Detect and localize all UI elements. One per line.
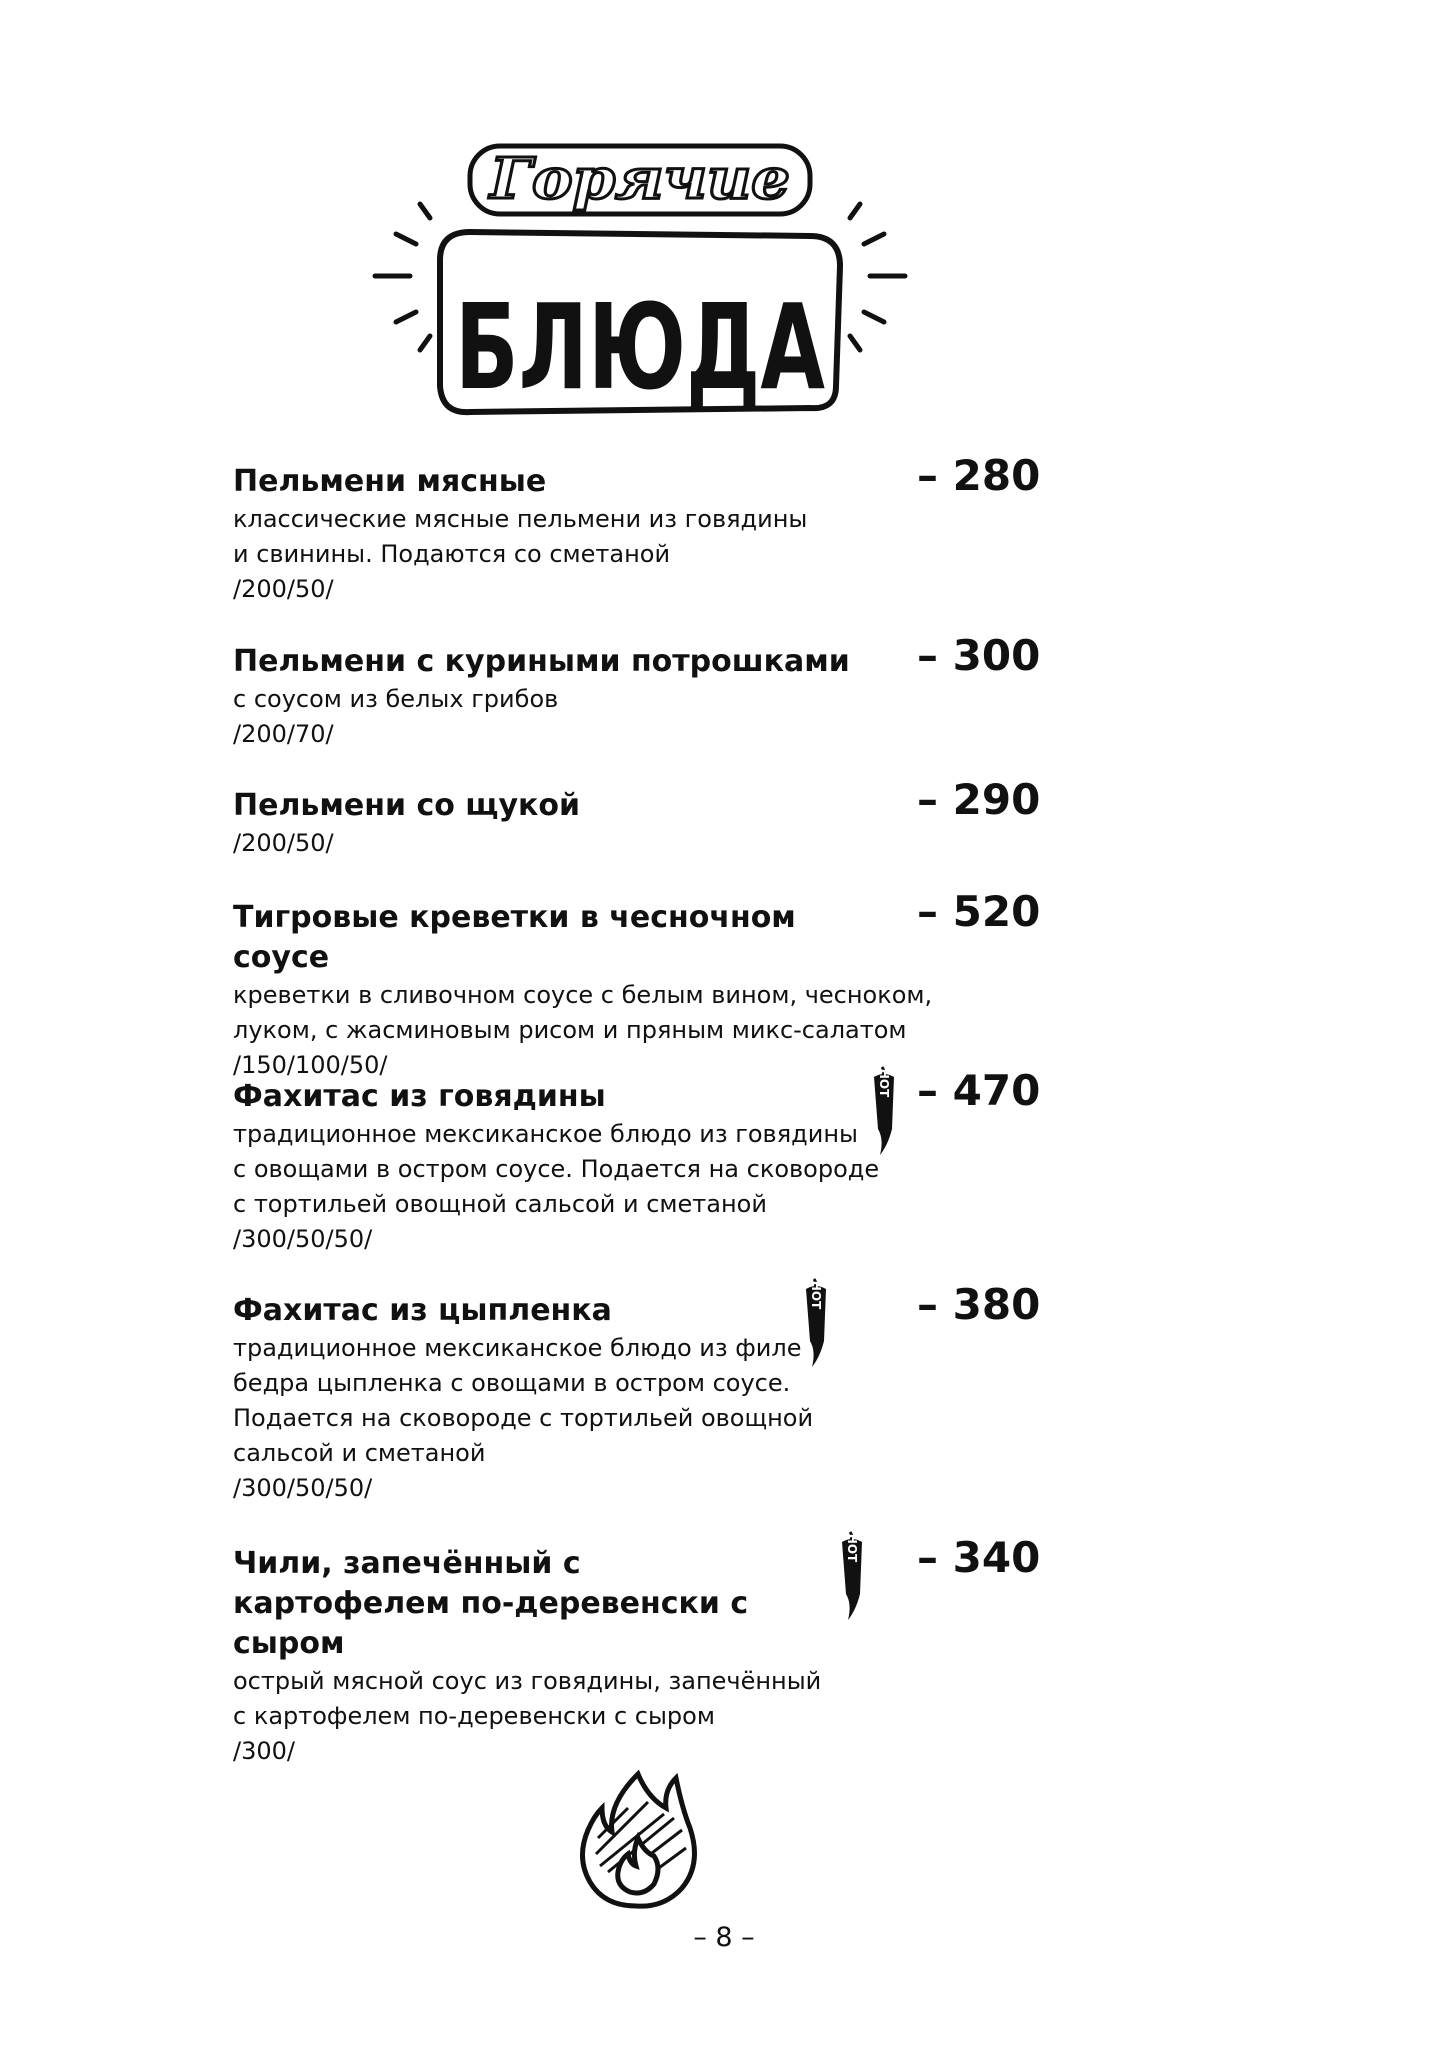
dish-name: Пельмени с куриными потрошками — [233, 644, 850, 679]
dish-description: с овощами в остром соусе. Подается на сковороде — [233, 1155, 880, 1183]
menu-item — [233, 1280, 1233, 1506]
hot-pepper-icon — [836, 1530, 868, 1622]
page-number: – 8 – — [693, 1922, 755, 1953]
dish-description: острый мясной соус из говядины, запечённый — [233, 1667, 822, 1695]
dish-name: Тигровые креветки в чесночном соусе — [233, 900, 796, 975]
dish-weight: /150/100/50/ — [233, 1051, 388, 1079]
logo-main-word: БЛЮДА — [455, 278, 825, 416]
dish-description: и свинины. Подаются со сметаной — [233, 540, 671, 568]
hot-pepper-icon — [868, 1065, 900, 1157]
dish-description: традиционное мексиканское блюдо из филе — [233, 1334, 802, 1362]
dish-description: с соусом из белых грибов — [233, 685, 559, 713]
dish-name: Чили, запечённый с картофелем по-деревенски с сыром — [233, 1546, 749, 1661]
dish-price: – 520 — [917, 887, 1041, 936]
dish-name: Пельмени мясные — [233, 464, 547, 499]
dish-price: – 470 — [917, 1066, 1041, 1115]
dish-description: бедра цыпленка с овощами в остром соусе. — [233, 1369, 791, 1397]
dish-description: Подается на сковороде с тортильей овощной — [233, 1404, 814, 1432]
menu-item — [233, 1533, 1233, 1769]
menu-item — [233, 451, 1233, 607]
hot-pepper-icon — [800, 1277, 832, 1369]
menu-item — [233, 887, 1233, 1083]
menu-item — [233, 775, 1233, 861]
dish-price: – 290 — [917, 775, 1041, 824]
dish-weight: /200/50/ — [233, 575, 334, 603]
flame-icon — [578, 1768, 698, 1910]
dish-description: креветки в сливочном соусе с белым вином, чесноком, — [233, 981, 933, 1009]
svg-text:HOT: HOT — [845, 1533, 859, 1563]
svg-text:HOT: HOT — [877, 1068, 891, 1098]
menu-item — [233, 1066, 1233, 1257]
dish-weight: /200/50/ — [233, 829, 334, 857]
dish-name: Фахитас из говядины — [233, 1079, 606, 1114]
dish-price: – 280 — [917, 451, 1041, 500]
dish-description: традиционное мексиканское блюдо из говядины — [233, 1120, 858, 1148]
menu-item — [233, 631, 1233, 752]
dish-weight: /300/ — [233, 1737, 295, 1765]
dish-name: Пельмени со щукой — [233, 788, 581, 823]
dish-description: луком, с жасминовым рисом и пряным микс-салатом — [233, 1016, 907, 1044]
dish-description: сальсой и сметаной — [233, 1439, 486, 1467]
dish-weight: /300/50/50/ — [233, 1225, 373, 1253]
dish-name: Фахитас из цыпленка — [233, 1293, 612, 1328]
svg-text:HOT: HOT — [809, 1280, 823, 1310]
dish-weight: /300/50/50/ — [233, 1474, 373, 1502]
dish-price: – 340 — [917, 1533, 1041, 1582]
dish-description: с картофелем по-деревенски с сыром — [233, 1702, 715, 1730]
dish-price: – 300 — [917, 631, 1041, 680]
dish-price: – 380 — [917, 1280, 1041, 1329]
dish-description: классические мясные пельмени из говядины — [233, 505, 808, 533]
dish-weight: /200/70/ — [233, 720, 334, 748]
dish-description: с тортильей овощной сальсой и сметаной — [233, 1190, 767, 1218]
logo-script-word: Горячие — [487, 146, 790, 212]
